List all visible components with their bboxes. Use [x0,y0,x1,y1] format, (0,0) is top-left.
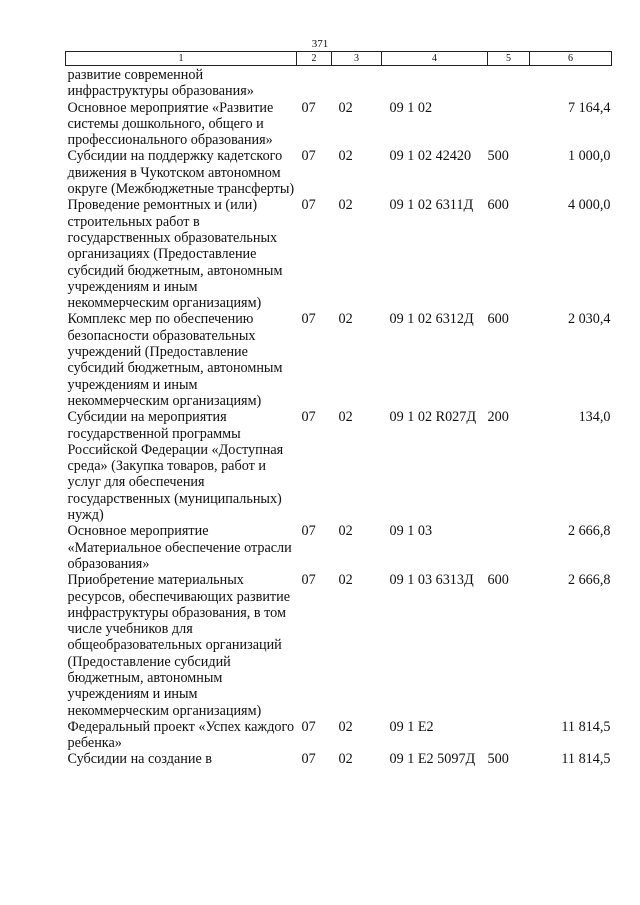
row-section: 07 [301,409,316,426]
row-target-code: 09 1 02 6311Д [389,197,474,214]
row-amount: 4 000,0 [567,197,611,214]
row-amount: 2 666,8 [567,523,611,540]
row-amount: 11 814,5 [561,718,611,735]
row-name: Субсидии на мероприятия государственной программы Российской Федерации «Доступная среда» (Закупка товаров, работ и услуг для обеспечения государственных (муниципальных) нужд) [67,409,284,524]
row-amount: 1 000,0 [567,148,611,165]
table-body [66,66,612,768]
row-expense-type: 600 [487,572,509,589]
row-subsection: 02 [338,148,353,165]
row-subsection: 02 [338,99,353,116]
budget-table [65,51,612,768]
row-subsection [332,66,382,100]
table-row [66,311,612,409]
table-row [66,719,612,752]
row-target-code [382,66,488,100]
table-row [66,409,612,523]
row-amount [530,66,612,100]
row-subsection: 02 [338,523,353,540]
row-name: Субсидии на поддержку кадетского движения в Чукотском автономном округе (Межбюджетные трансферты) [67,148,295,198]
row-name: Федеральный проект «Успех каждого ребенка» [67,718,295,752]
row-amount: 2 030,4 [567,311,611,328]
row-name: Субсидии на создание в [67,751,212,768]
row-section: 07 [301,718,316,735]
header-col-6: 6 [530,52,612,66]
table-row [66,66,612,100]
row-target-code: 09 1 02 42420 [389,148,472,165]
row-subsection: 02 [338,572,353,589]
row-subsection: 02 [338,718,353,735]
row-expense-type [488,66,530,100]
row-section: 07 [301,751,316,768]
row-expense-type: 600 [487,197,509,214]
row-name: Основное мероприятие «Материальное обеспечение отрасли образования» [67,523,292,572]
row-amount: 11 814,5 [561,751,611,768]
table-row [66,148,612,197]
row-expense-type: 200 [487,409,509,426]
table-row [66,523,612,572]
row-name: Комплекс мер по обеспечению безопасности образовательных учреждений (Предоставление субсидий бюджетным, автономным учреждениям и иным некоммерческим организациям) [67,311,283,409]
header-col-1: 1 [66,52,297,66]
row-name: Основное мероприятие «Развитие системы дошкольного, общего и профессионального образования» [67,99,274,149]
row-amount: 2 666,8 [567,572,611,589]
row-name: развитие современной инфраструктуры образования» [67,67,254,100]
row-section: 07 [301,99,316,116]
row-expense-type: 500 [487,751,509,768]
row-name: Приобретение материальных ресурсов, обеспечивающих развитие инфраструктуры образования, в том числе учебников для общеобразовательных организаций (Предоставление субсидий бюджетным, автономным учреждениям и иным некоммерческим организациям) [67,572,291,719]
row-expense-type [488,719,530,752]
row-target-code: 09 1 02 6312Д [389,311,474,328]
row-expense-type: 500 [487,148,509,165]
row-expense-type [488,100,530,149]
row-section: 07 [301,523,316,540]
row-target-code: 09 1 02 R027Д [389,409,477,426]
row-section: 07 [301,148,316,165]
row-section [297,66,332,100]
row-target-code: 09 1 E2 [389,718,434,735]
row-target-code: 09 1 03 [389,523,433,540]
row-subsection: 02 [338,409,353,426]
header-col-2: 2 [297,52,332,66]
row-subsection: 02 [338,311,353,328]
row-amount: 7 164,4 [567,99,611,116]
page-number: 371 [311,38,329,50]
table-row [66,197,612,311]
header-col-3: 3 [332,52,382,66]
row-expense-type: 600 [487,311,509,328]
row-target-code: 09 1 02 [389,99,433,116]
row-target-code: 09 1 03 6313Д [389,572,474,589]
row-amount: 134,0 [578,409,611,426]
row-subsection: 02 [338,751,353,768]
row-section: 07 [301,311,316,328]
header-col-4: 4 [382,52,488,66]
header-col-5: 5 [488,52,530,66]
table-header [66,52,612,66]
row-section: 07 [301,197,316,214]
row-target-code: 09 1 E2 5097Д [389,751,476,768]
row-subsection: 02 [338,197,353,214]
table-row [66,572,612,719]
row-section: 07 [301,572,316,589]
table-row [66,751,612,767]
table-row [66,100,612,149]
row-expense-type [488,523,530,572]
row-name: Проведение ремонтных и (или) строительных работ в государственных образовательных организациях (Предоставление субсидий бюджетным, автономным учреждениям и иным некоммерческим организациям) [67,197,283,312]
